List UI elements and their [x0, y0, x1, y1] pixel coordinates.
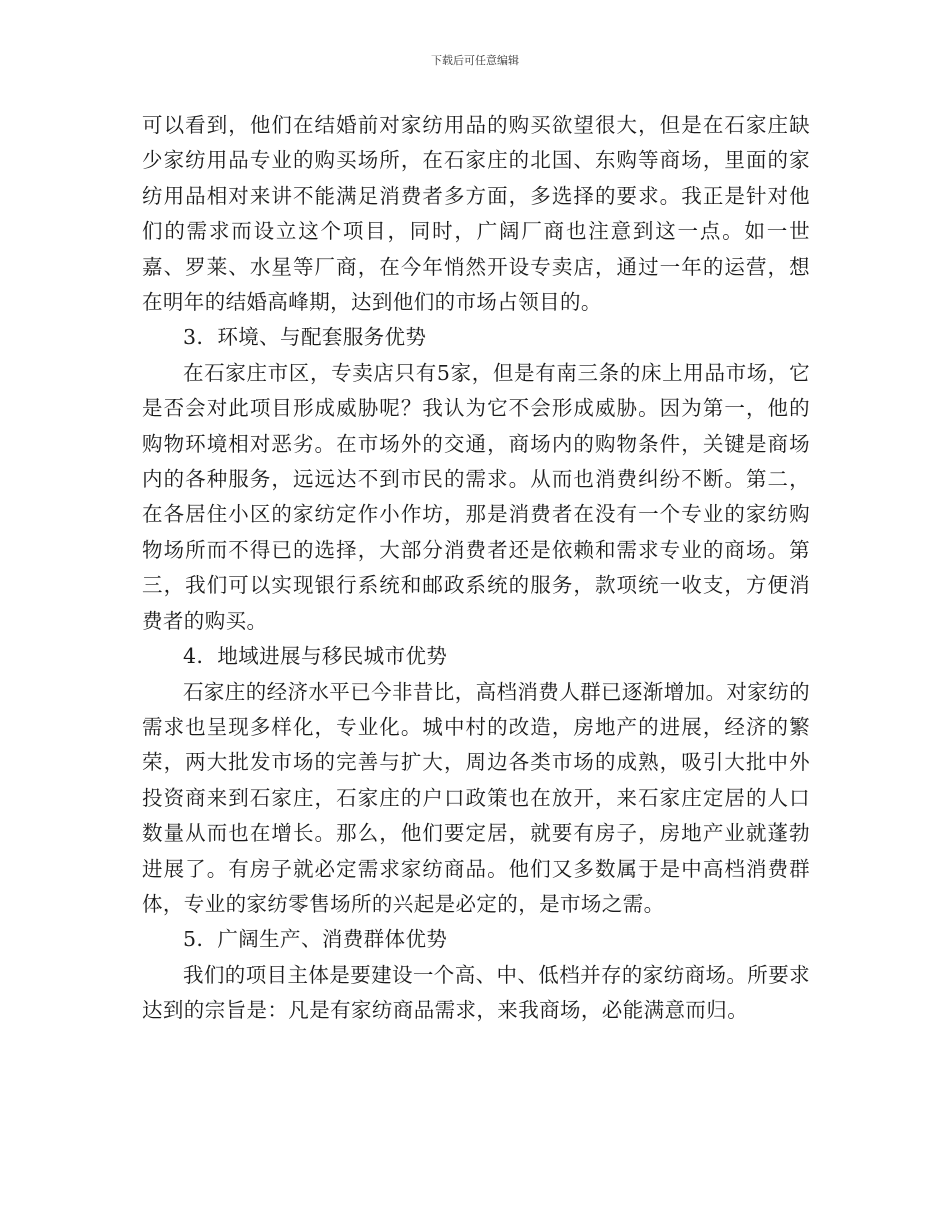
- document-body: [142, 108, 810, 1029]
- page-header-watermark: 下载后可任意编辑: [431, 54, 519, 67]
- paragraph-consumer-groups: 我们的项目主体是要建设一个高、中、低档并存的家纺商场。所要求达到的宗旨是：凡是有家纺商品需求，来我商场，必能满意而归。: [142, 962, 810, 1023]
- section-heading-consumer-groups: 5．广阔生产、消费群体优势: [183, 927, 448, 952]
- paragraph-regional-development: 石家庄的经济水平已今非昔比，高档消费人群已逐渐增加。对家纺的需求也呈现多样化，专业化。城中村的改造，房地产的进展，经济的繁荣，两大批发市场的完善与扩大，周边各类市场的成熟，吸引大批中外投资商来到石家庄，石家庄的户口政策也在放开，来石家庄定居的人口数量从而也在增长。那么，他们要定居，就要有房子，房地产业就蓬勃进展了。有房子就必定需求家纺商品。他们又多数属于是中高档消费群体，专业的家纺零售场所的兴起是必定的，是市场之需。: [142, 679, 810, 916]
- section-heading-regional-development: 4．地域进展与移民城市优势: [183, 644, 448, 669]
- paragraph-consumer-demand: 可以看到，他们在结婚前对家纺用品的购买欲望很大，但是在石家庄缺少家纺用品专业的购买场所，在石家庄的北国、东购等商场，里面的家纺用品相对来讲不能满足消费者多方面，多选择的要求。我正是针对他们的需求而设立这个项目，同时，广阔厂商也注意到这一点。如一世嘉、罗莱、水星等厂商，在今年悄然开设专卖店，通过一年的运营，想在明年的结婚高峰期，达到他们的市场占领目的。: [142, 113, 810, 315]
- paragraph-environment-services: 在石家庄市区，专卖店只有5家，但是有南三条的床上用品市场，它是否会对此项目形成威胁呢？我认为它不会形成威胁。因为第一，他的购物环境相对恶劣。在市场外的交通，商场内的购物条件，关键是商场内的各种服务，远远达不到市民的需求。从而也消费纠纷不断。第二，在各居住小区的家纺定作小作坊，那是消费者在没有一个专业的家纺购物场所而不得已的选择，大部分消费者还是依赖和需求专业的商场。第三，我们可以实现银行系统和邮政系统的服务，款项统一收支，方便消费者的购买。: [142, 360, 810, 633]
- section-heading-environment-services: 3．环境、与配套服务优势: [183, 325, 427, 350]
